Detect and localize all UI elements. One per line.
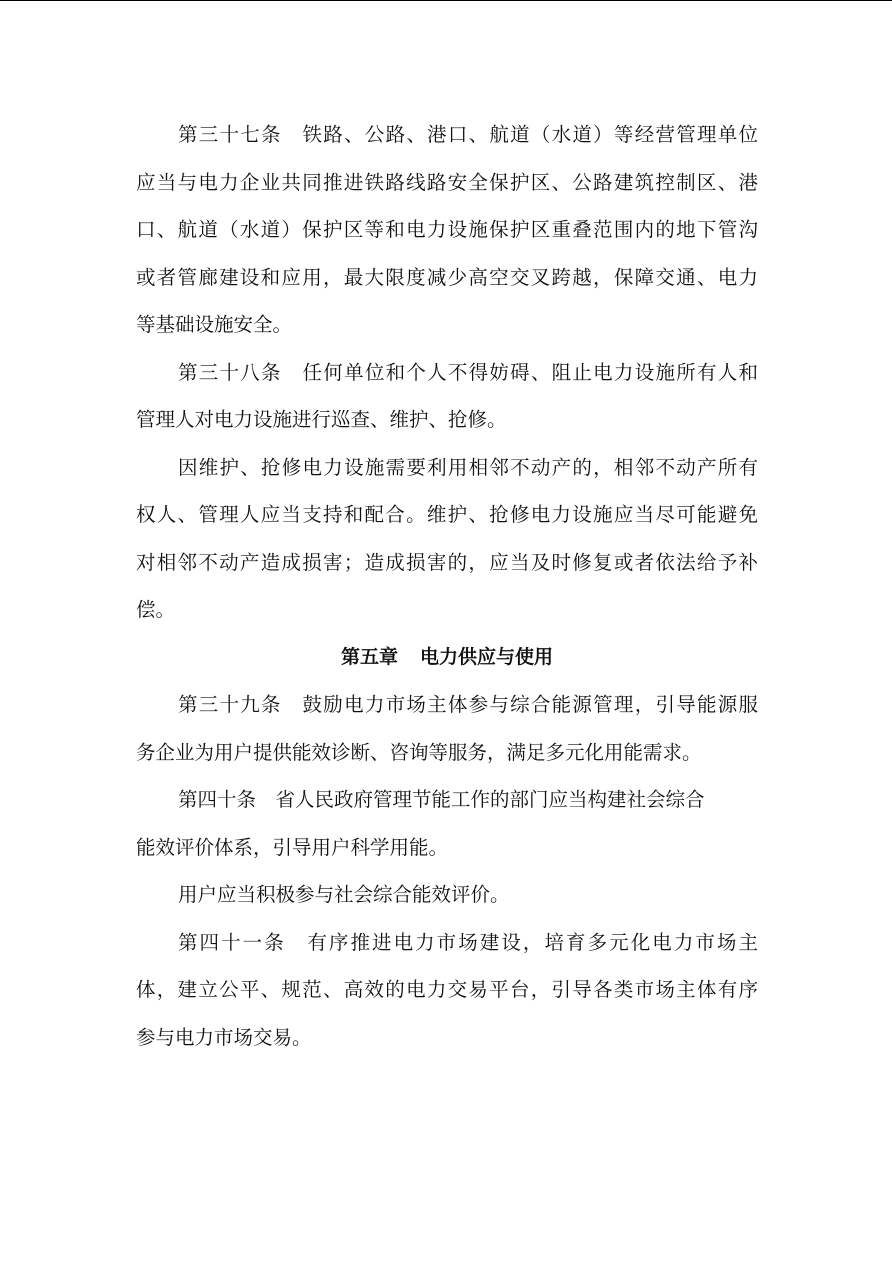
article-38-paragraph-2: [136, 444, 758, 634]
article-37: [136, 111, 758, 349]
text-line: 口、航道（水道）保护区等和电力设施保护区重叠范围内的地下管沟: [136, 218, 758, 241]
text-line: 因维护、抢修电力设施需要利用相邻不动产的，相邻不动产所有: [178, 455, 758, 479]
text-line: 用户应当积极参与社会综合能效评价。: [178, 883, 510, 906]
article-40-paragraph-2: [136, 871, 758, 919]
document-body: [136, 111, 758, 1061]
text-line: 对相邻不动产造成损害；造成损害的，应当及时修复或者依法给予补: [136, 550, 758, 574]
text-line: 或者管廊建设和应用，最大限度减少高空交叉跨越，保障交通、电力: [136, 265, 758, 289]
text-line: 第三十九条 鼓励电力市场主体参与综合能源管理，引导能源服: [178, 693, 758, 716]
text-line: 能效评价体系，引导用户科学用能。: [136, 835, 449, 859]
text-line: 第四十一条 有序推进电力市场建设，培育多元化电力市场主: [178, 930, 758, 954]
article-39: [136, 681, 758, 776]
text-line: 应当与电力企业共同推进铁路线路安全保护区、公路建筑控制区、港: [136, 170, 758, 194]
article-38: [136, 349, 758, 444]
text-line: 权人、管理人应当支持和配合。维护、抢修电力设施应当尽可能避免: [136, 503, 758, 526]
text-line: 管理人对电力设施进行巡查、维护、抢修。: [136, 408, 507, 431]
article-40: [136, 776, 758, 871]
text-line: 体，建立公平、规范、高效的电力交易平台，引导各类市场主体有序: [136, 978, 758, 1001]
page-top-border: [0, 0, 892, 1]
text-line: 等基础设施安全。: [136, 313, 293, 336]
chapter-heading: [136, 634, 758, 682]
article-41: [136, 919, 758, 1062]
text-line: 第三十八条 任何单位和个人不得妨碍、阻止电力设施所有人和: [178, 360, 758, 384]
text-line: 务企业为用户提供能效诊断、咨询等服务，满足多元化用能需求。: [136, 740, 702, 764]
text-line: 参与电力市场交易。: [136, 1025, 312, 1049]
text-line: 第三十七条 铁路、公路、港口、航道（水道）等经营管理单位: [178, 123, 758, 146]
chapter-number: 第五章: [340, 645, 398, 668]
text-line: 第四十条 省人民政府管理节能工作的部门应当构建社会综合: [178, 788, 705, 811]
text-line: 偿。: [136, 598, 176, 621]
chapter-title: 电力供应与使用: [420, 645, 554, 668]
